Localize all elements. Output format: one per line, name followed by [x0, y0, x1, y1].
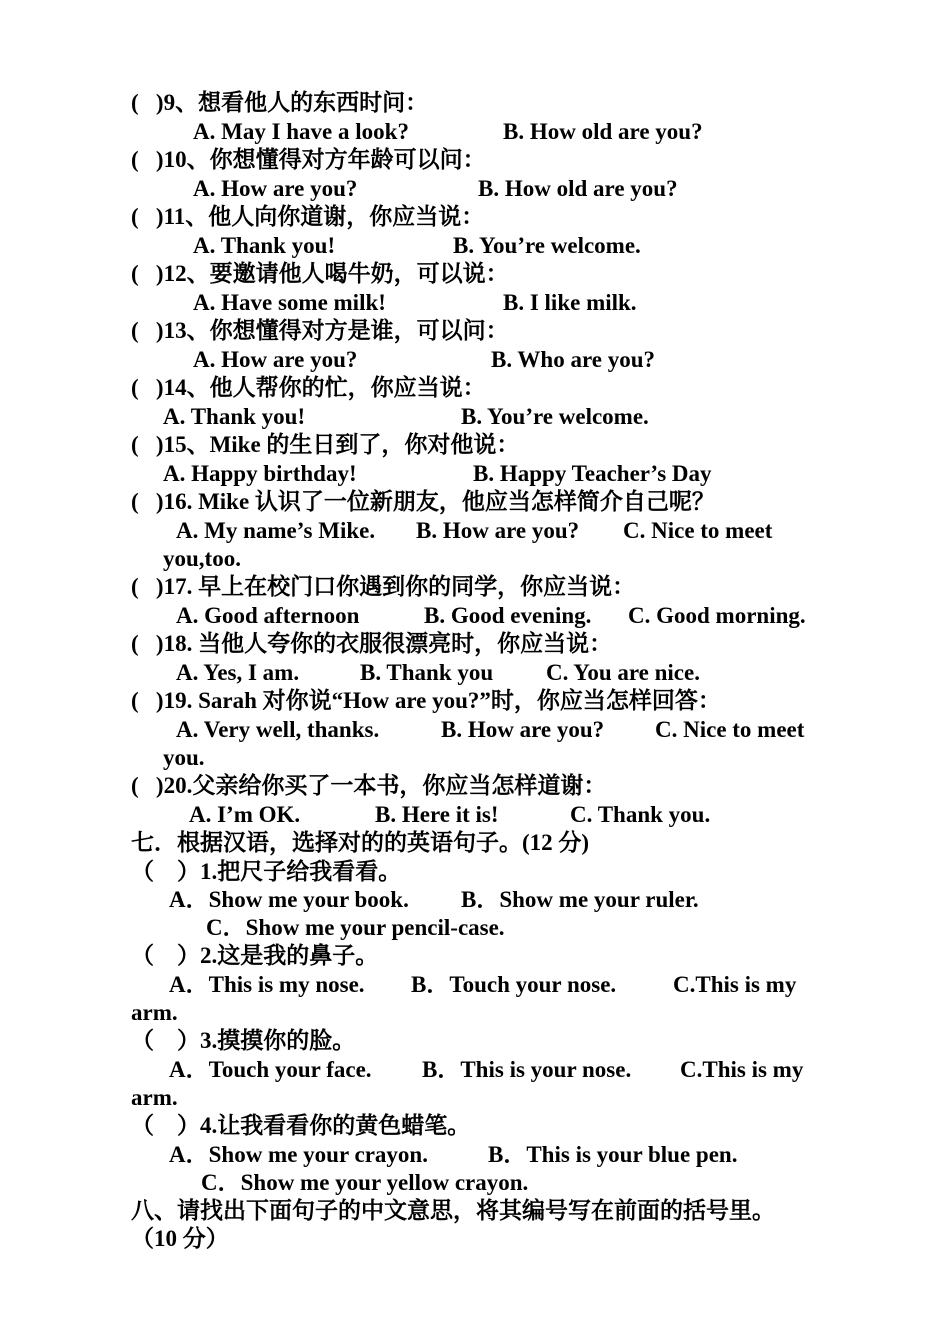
section-7-item-1-option-b: B．Show me your ruler. [461, 887, 699, 912]
section-7-item-2-option-b: B．Touch your nose. [411, 972, 617, 997]
section-8-title: 八、请找出下面句子的中文意思，将其编号写在前面的括号里。 [131, 1198, 775, 1223]
section-7-item-3-option-c: C.This is my [680, 1057, 804, 1082]
question-9-stem: ( )9、想看他人的东西时问： [131, 90, 429, 115]
question-12-stem: ( )12、要邀请他人喝牛奶，可以说： [131, 261, 509, 286]
question-10-option-a: A. How are you? [193, 176, 358, 201]
section-7-item-2-option-c-continued: arm. [131, 1000, 178, 1025]
question-19-option-c-continued: you. [163, 745, 205, 770]
section-7-item-4-option-c: C．Show me your yellow crayon. [201, 1170, 529, 1195]
question-17-stem: ( )17. 早上在校门口你遇到你的同学，你应当说： [131, 574, 636, 599]
question-19-option-b: B. How are you? [441, 717, 605, 742]
question-13-option-b: B. Who are you? [491, 347, 656, 372]
question-10-stem: ( )10、你想懂得对方年龄可以问： [131, 147, 486, 172]
question-13-stem: ( )13、你想懂得对方是谁，可以问： [131, 318, 509, 343]
section-7-item-2-stem: （ ）2.这是我的鼻子。 [131, 943, 379, 968]
question-16-option-b: B. How are you? [416, 518, 580, 543]
section-7-item-4-option-b: B．This is your blue pen. [488, 1142, 738, 1167]
question-14-option-b: B. You’re welcome. [461, 404, 649, 429]
question-17-option-a: A. Good afternoon [176, 603, 360, 628]
section-7-item-3-option-b: B．This is your nose. [422, 1057, 632, 1082]
question-16-stem: ( )16. Mike 认识了一位新朋友，他应当怎样简介自己呢？ [131, 489, 715, 514]
question-15-option-a: A. Happy birthday! [163, 461, 357, 486]
question-18-stem: ( )18. 当他人夸你的衣服很漂亮时，你应当说： [131, 631, 613, 656]
question-11-option-a: A. Thank you! [193, 233, 336, 258]
question-19-option-c: C. Nice to meet [655, 717, 805, 742]
question-20-stem: ( )20.父亲给你买了一本书，你应当怎样道谢： [131, 773, 607, 798]
question-20-option-b: B. Here it is! [375, 802, 499, 827]
question-16-option-a: A. My name’s Mike. [176, 518, 376, 543]
section-7-item-4-stem: （ ）4.让我看看你的黄色蜡笔。 [131, 1113, 471, 1138]
question-15-option-b: B. Happy Teacher’s Day [473, 461, 712, 486]
question-10-option-b: B. How old are you? [478, 176, 678, 201]
section-7-item-3-option-a: A．Touch your face. [169, 1057, 372, 1082]
section-7-item-1-option-c: C．Show me your pencil-case. [206, 915, 505, 940]
question-14-stem: ( )14、他人帮你的忙，你应当说： [131, 375, 486, 400]
question-12-option-a: A. Have some milk! [193, 290, 386, 315]
section-7-item-1-stem: （ ）1.把尺子给我看看。 [131, 859, 402, 884]
question-17-option-c: C. Good morning. [628, 603, 806, 628]
question-11-stem: ( )11、他人向你道谢，你应当说： [131, 204, 485, 229]
question-16-option-c: C. Nice to meet [623, 518, 773, 543]
question-14-option-a: A. Thank you! [163, 404, 306, 429]
section-7-title: 七．根据汉语，选择对的的英语句子。(12 分) [131, 830, 590, 855]
question-15-stem: ( )15、Mike 的生日到了，你对他说： [131, 432, 520, 457]
question-19-option-a: A. Very well, thanks. [176, 717, 380, 742]
question-13-option-a: A. How are you? [193, 347, 358, 372]
question-16-option-c-continued: you,too. [163, 546, 241, 571]
question-12-option-b: B. I like milk. [503, 290, 637, 315]
section-7-item-4-option-a: A．Show me your crayon. [169, 1142, 428, 1167]
section-8-score: （10 分） [131, 1226, 229, 1251]
question-9-option-a: A. May I have a look? [193, 119, 409, 144]
section-7-item-1-option-a: A．Show me your book. [169, 887, 409, 912]
question-19-stem: ( )19. Sarah 对你说“How are you?”时，你应当怎样回答： [131, 688, 721, 713]
section-7-item-3-stem: （ ）3.摸摸你的脸。 [131, 1028, 356, 1053]
question-9-option-b: B. How old are you? [503, 119, 703, 144]
question-18-option-c: C. You are nice. [546, 660, 700, 685]
question-20-option-c: C. Thank you. [570, 802, 711, 827]
question-18-option-b: B. Thank you [360, 660, 494, 685]
question-18-option-a: A. Yes, I am. [176, 660, 300, 685]
question-17-option-b: B. Good evening. [424, 603, 592, 628]
question-11-option-b: B. You’re welcome. [453, 233, 641, 258]
section-7-item-2-option-c: C.This is my [673, 972, 797, 997]
question-20-option-a: A. I’m OK. [189, 802, 301, 827]
section-7-item-3-option-c-continued: arm. [131, 1085, 178, 1110]
section-7-item-2-option-a: A．This is my nose. [169, 972, 365, 997]
